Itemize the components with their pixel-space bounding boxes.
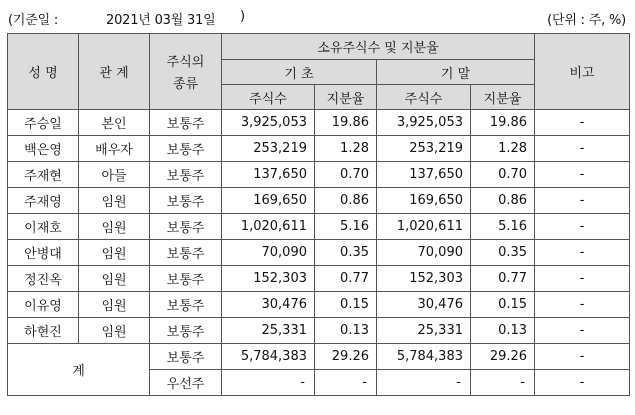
end-shares-cell: 3,925,053 xyxy=(377,110,471,136)
begin-ratio-cell: 19.86 xyxy=(315,110,377,136)
end-shares-cell: 137,650 xyxy=(377,162,471,188)
col-header-end: 기 말 xyxy=(377,60,535,85)
end-ratio-cell: 0.35 xyxy=(471,240,535,266)
total-end-ratio: 29.26 xyxy=(471,344,535,370)
begin-ratio-cell: 0.15 xyxy=(315,292,377,318)
relation-cell: 임원 xyxy=(79,318,150,344)
begin-shares-cell: 1,020,611 xyxy=(222,214,315,240)
shareholder-name: 이재호 xyxy=(8,214,79,240)
relation-cell: 아들 xyxy=(79,162,150,188)
table-row xyxy=(8,162,630,188)
end-shares-cell: 1,020,611 xyxy=(377,214,471,240)
note-cell: - xyxy=(535,188,630,214)
col-header-stock-type xyxy=(150,34,222,110)
total-begin-shares: - xyxy=(222,370,315,396)
relation-cell: 임원 xyxy=(79,240,150,266)
begin-shares-cell: 253,219 xyxy=(222,136,315,162)
begin-ratio-cell: 0.86 xyxy=(315,188,377,214)
table-row xyxy=(8,318,630,344)
stock-type-cell: 보통주 xyxy=(150,214,222,240)
stock-type-cell: 보통주 xyxy=(150,318,222,344)
end-shares-cell: 70,090 xyxy=(377,240,471,266)
table-row xyxy=(8,110,630,136)
stock-type-cell: 보통주 xyxy=(150,162,222,188)
stock-type-cell: 보통주 xyxy=(150,188,222,214)
relation-cell: 임원 xyxy=(79,214,150,240)
col-header-name: 성 명 xyxy=(8,34,79,110)
shareholding-table xyxy=(7,33,630,396)
note-cell: - xyxy=(535,136,630,162)
shareholder-name: 이유영 xyxy=(8,292,79,318)
begin-shares-cell: 25,331 xyxy=(222,318,315,344)
stock-type-cell: 보통주 xyxy=(150,344,222,370)
table-row xyxy=(8,266,630,292)
end-shares-cell: 25,331 xyxy=(377,318,471,344)
begin-ratio-cell: 0.35 xyxy=(315,240,377,266)
end-shares-cell: 169,650 xyxy=(377,188,471,214)
col-header-begin-shares: 주식수 xyxy=(222,85,315,110)
stock-type-cell: 우선주 xyxy=(150,370,222,396)
begin-ratio-cell: 0.13 xyxy=(315,318,377,344)
begin-shares-cell: 137,650 xyxy=(222,162,315,188)
table-row xyxy=(8,188,630,214)
note-cell: - xyxy=(535,266,630,292)
table-row xyxy=(8,214,630,240)
end-ratio-cell: 0.70 xyxy=(471,162,535,188)
relation-cell: 임원 xyxy=(79,292,150,318)
stock-type-line2: 종류 xyxy=(172,77,199,92)
begin-ratio-cell: 5.16 xyxy=(315,214,377,240)
stock-type-cell: 보통주 xyxy=(150,110,222,136)
relation-cell: 배우자 xyxy=(79,136,150,162)
note-cell: - xyxy=(535,240,630,266)
table-row xyxy=(8,136,630,162)
note-cell: - xyxy=(535,292,630,318)
begin-ratio-cell: 0.77 xyxy=(315,266,377,292)
col-header-begin: 기 초 xyxy=(222,60,377,85)
total-label: 계 xyxy=(8,344,150,396)
relation-cell: 본인 xyxy=(79,110,150,136)
basis-date-close: ) xyxy=(240,9,245,24)
begin-shares-cell: 169,650 xyxy=(222,188,315,214)
relation-cell: 임원 xyxy=(79,188,150,214)
end-ratio-cell: 1.28 xyxy=(471,136,535,162)
col-header-relation: 관 계 xyxy=(79,34,150,110)
shareholder-name: 정진옥 xyxy=(8,266,79,292)
note-cell: - xyxy=(535,318,630,344)
stock-type-cell: 보통주 xyxy=(150,266,222,292)
end-ratio-cell: 0.15 xyxy=(471,292,535,318)
end-ratio-cell: 0.77 xyxy=(471,266,535,292)
stock-type-cell: 보통주 xyxy=(150,240,222,266)
col-header-end-shares: 주식수 xyxy=(377,85,471,110)
total-begin-shares: 5,784,383 xyxy=(222,344,315,370)
total-begin-ratio: 29.26 xyxy=(315,344,377,370)
stock-type-line1: 주식의 xyxy=(166,55,205,70)
shareholder-name: 주승일 xyxy=(8,110,79,136)
col-header-holdings: 소유주식수 및 지분율 xyxy=(222,34,535,60)
begin-shares-cell: 152,303 xyxy=(222,266,315,292)
shareholder-name: 주재현 xyxy=(8,162,79,188)
basis-date-value: 2021년 03월 31일 xyxy=(106,13,216,28)
total-end-shares: 5,784,383 xyxy=(377,344,471,370)
end-ratio-cell: 0.86 xyxy=(471,188,535,214)
end-shares-cell: 253,219 xyxy=(377,136,471,162)
col-header-note: 비고 xyxy=(535,34,630,110)
begin-shares-cell: 30,476 xyxy=(222,292,315,318)
relation-cell: 임원 xyxy=(79,266,150,292)
shareholder-name: 하현진 xyxy=(8,318,79,344)
stock-type-cell: 보통주 xyxy=(150,292,222,318)
end-ratio-cell: 5.16 xyxy=(471,214,535,240)
note-cell: - xyxy=(535,344,630,370)
shareholder-name: 백은영 xyxy=(8,136,79,162)
shareholder-name: 주재영 xyxy=(8,188,79,214)
table-row xyxy=(8,292,630,318)
begin-ratio-cell: 0.70 xyxy=(315,162,377,188)
col-header-begin-ratio: 지분율 xyxy=(315,85,377,110)
col-header-end-ratio: 지분율 xyxy=(471,85,535,110)
total-end-shares: - xyxy=(377,370,471,396)
shareholder-name: 안병대 xyxy=(8,240,79,266)
stock-type-cell: 보통주 xyxy=(150,136,222,162)
end-ratio-cell: 19.86 xyxy=(471,110,535,136)
note-cell: - xyxy=(535,162,630,188)
total-begin-ratio: - xyxy=(315,370,377,396)
total-end-ratio: - xyxy=(471,370,535,396)
total-row xyxy=(8,344,630,370)
begin-shares-cell: 70,090 xyxy=(222,240,315,266)
note-cell: - xyxy=(535,110,630,136)
end-ratio-cell: 0.13 xyxy=(471,318,535,344)
table-row xyxy=(8,240,630,266)
note-cell: - xyxy=(535,214,630,240)
end-shares-cell: 152,303 xyxy=(377,266,471,292)
unit-label: (단위 : 주, %) xyxy=(547,13,626,28)
end-shares-cell: 30,476 xyxy=(377,292,471,318)
basis-date-label: (기준일 : xyxy=(8,13,59,28)
begin-ratio-cell: 1.28 xyxy=(315,136,377,162)
begin-shares-cell: 3,925,053 xyxy=(222,110,315,136)
note-cell: - xyxy=(535,370,630,396)
